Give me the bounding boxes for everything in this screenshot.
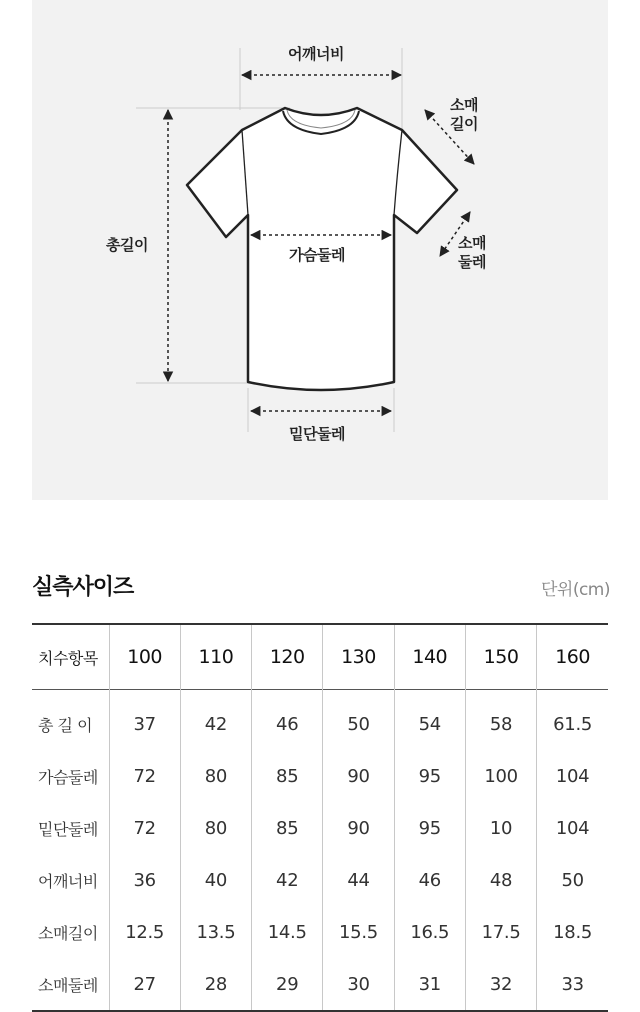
table-cell: 100 [465,750,536,802]
label-sleeve-length-line1: 소매 [450,96,478,114]
table-row [32,854,608,906]
table-cell: 10 [465,802,536,854]
table-cell: 16.5 [394,906,465,958]
size-header: 130 [323,624,394,690]
row-label: 가슴둘레 [38,767,98,787]
table-cell: 42 [252,854,323,906]
label-sleeve-width-line1: 소매 [458,234,486,252]
table-cell: 28 [180,958,251,1011]
label-hem: 밑단둘레 [289,425,345,443]
table-cell: 46 [252,690,323,751]
size-header: 140 [394,624,465,690]
table-row [32,906,608,958]
header-label: 치수항목 [38,648,98,668]
table-cell: 58 [465,690,536,751]
tshirt-measurement-diagram [32,0,608,500]
size-section-title: 실측사이즈 [32,575,134,600]
table-row [32,690,608,751]
table-cell: 85 [252,750,323,802]
label-total-length: 총길이 [106,236,148,254]
table-cell: 50 [323,690,394,751]
table-cell: 13.5 [180,906,251,958]
table-cell: 90 [323,802,394,854]
table-cell: 54 [394,690,465,751]
table-cell: 72 [109,802,180,854]
table-cell: 37 [109,690,180,751]
label-sleeve-width [458,234,486,272]
table-cell: 40 [180,854,251,906]
table-row [32,750,608,802]
table-row [32,958,608,1011]
table-cell: 31 [394,958,465,1011]
table-cell: 33 [537,958,608,1011]
size-table [32,623,608,1012]
label-sleeve-width-line2: 둘레 [458,253,486,271]
size-header: 110 [180,624,251,690]
table-cell: 44 [323,854,394,906]
table-cell: 85 [252,802,323,854]
row-label: 소매길이 [38,923,98,943]
size-header: 100 [109,624,180,690]
size-header: 120 [252,624,323,690]
row-label: 어깨너비 [38,871,98,891]
label-chest: 가슴둘레 [289,246,345,264]
table-row [32,802,608,854]
table-cell: 48 [465,854,536,906]
label-sleeve-length [450,96,478,134]
size-header: 150 [465,624,536,690]
table-cell: 95 [394,750,465,802]
table-cell: 104 [537,750,608,802]
table-cell: 80 [180,750,251,802]
table-cell: 29 [252,958,323,1011]
table-cell: 95 [394,802,465,854]
table-cell: 27 [109,958,180,1011]
table-cell: 90 [323,750,394,802]
table-cell: 104 [537,802,608,854]
table-cell: 61.5 [537,690,608,751]
table-cell: 50 [537,854,608,906]
table-cell: 12.5 [109,906,180,958]
table-cell: 42 [180,690,251,751]
row-label: 소매둘레 [38,975,98,995]
table-cell: 46 [394,854,465,906]
table-cell: 18.5 [537,906,608,958]
unit-label: 단위(cm) [540,580,610,600]
label-sleeve-length-line2: 길이 [450,115,478,133]
table-cell: 15.5 [323,906,394,958]
label-shoulder: 어깨너비 [288,45,344,63]
table-cell: 80 [180,802,251,854]
table-cell: 30 [323,958,394,1011]
table-cell: 17.5 [465,906,536,958]
size-header-row [32,624,608,690]
table-cell: 36 [109,854,180,906]
table-cell: 14.5 [252,906,323,958]
row-label: 총 길 이 [38,715,93,735]
row-label: 밑단둘레 [38,819,98,839]
table-cell: 72 [109,750,180,802]
size-header: 160 [537,624,608,690]
table-cell: 32 [465,958,536,1011]
